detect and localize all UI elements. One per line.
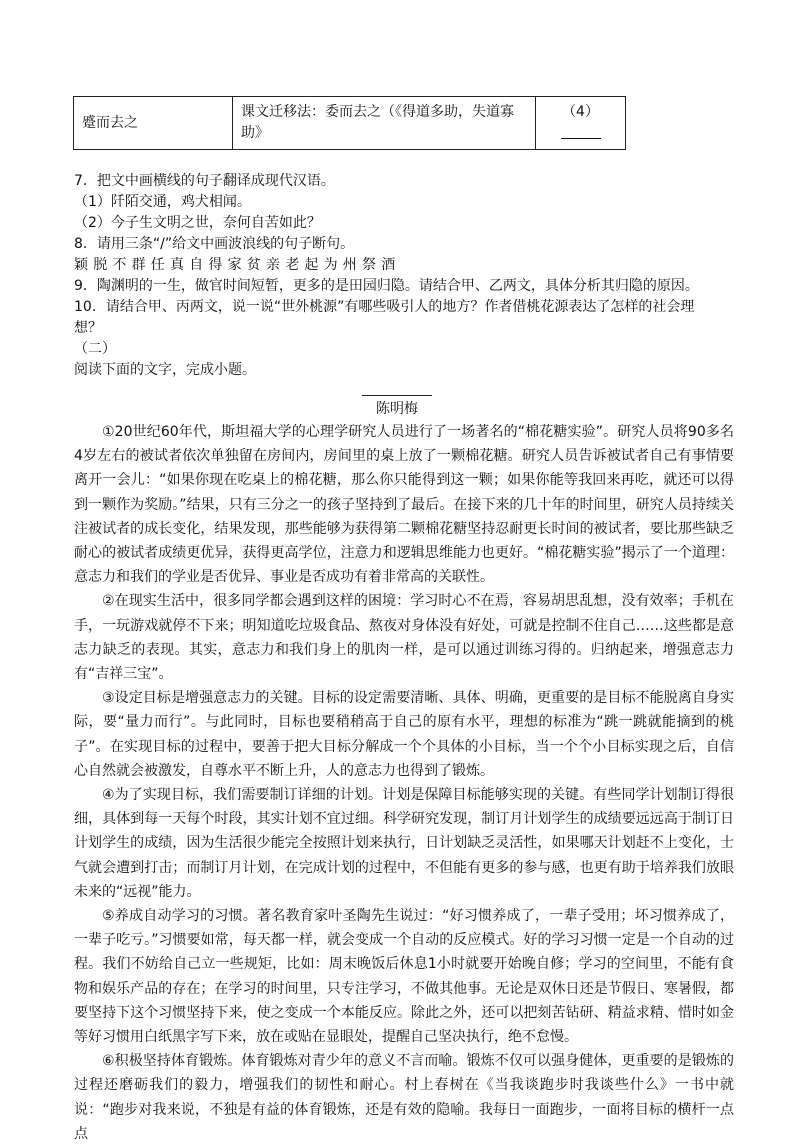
question-8: 8．请用三条“/”给文中画波浪线的句子断句。 [74,236,355,252]
question-10-continued: 想？ [74,320,102,336]
paragraph-6: ⑥积极坚持体育锻炼。体育锻炼对青少年的意义不言而喻。锻炼不仅可以强身健体，更重要的是锻炼的过程还磨砺我们的毅力，增强我们的韧性和耐心。村上春树在《当我谈跑步时我谈些什么》一书中就说：“跑步对我来说，不独是有益的体育锻炼，还是有效的隐喻。我每日一面跑步，一面将目标的横杆一点点 [74,1053,734,1142]
paragraph-1: ①20世纪60年代，斯坦福大学的心理学研究人员进行了一场著名的“棉花糖实验”。研究人员将90多名4岁左右的被试者依次单独留在房间内，房间里的桌上放了一颗棉花糖。研究人员告诉被试者自己有事情要离开一会儿：“如果你现在吃桌上的棉花糖，那么你只能得到这一颗；如果你能等我回来再吃，就还可以得到一颗作为奖励。”结果，只有三分之一的孩子坚持到了最后。在接下来的几十年的时间里，研究人员持续关注被试者的成长变化，结果发现，那些能够为获得第二颗棉花糖坚持忍耐更长时间的被试者，要比那些缺乏耐心的被试者成绩更优异，获得更高学位，注意力和逻辑思维能力也更好。“棉花糖实验”揭示了一个道理：意志力和我们的学业是否优异、事业是否成功有着非常高的关联性。 [74,424,734,586]
question-8-sentence: 颖脱不群任真自得家贫亲老起为州祭酒 [74,257,401,273]
table-row [74,97,626,150]
question-7-item-1: （1）阡陌交通，鸡犬相闻。 [74,194,251,210]
article-body [74,420,734,1146]
table-cell-method: 课文迁移法：委而去之（《得道多助，失道寡助》 [233,97,536,150]
answer-number: （4） [562,104,599,120]
article-title-blank [362,395,432,396]
paragraph-3: ③设定目标是增强意志力的关键。目标的设定需要清晰、具体、明确，更重要的是目标不能脱离自身实际，要“量力而行”。与此同时，目标也要稍稍高于自己的原有水平，理想的标准为“跳一跳就能摘到的桃子”。在实现目标的过程中，要善于把大目标分解成一个个具体的小目标，当一个个小目标实现之后，自信心自然就会被激发，自尊水平不断上升，人的意志力也得到了锻炼。 [74,690,734,779]
question-7-item-2: （2）今子生文明之世，奈何自苦如此？ [74,215,321,231]
answer-blank[interactable] [561,124,601,139]
question-10: 10．请结合甲、丙两文，说一说“世外桃源”有哪些吸引人的地方？作者借桃花源表达了怎样的社会理 [74,299,695,315]
paragraph-4: ④为了实现目标，我们需要制订详细的计划。计划是保障目标能够实现的关键。有些同学计划制订得很细，具体到每一天每个时段，其实计划不宜过细。科学研究发现，制订月计划学生的成绩要远远高于制订日计划学生的成绩，因为生活很少能完全按照计划来执行，日计划缺乏灵活性，如果哪天计划赶不上变化，士气就会遭到打击；而制订月计划，在完成计划的过程中，不但能有更多的参与感，也更有助于培养我们放眼未来的“远视”能力。 [74,787,734,900]
article-author: 陈明梅 [376,401,418,417]
reading-instruction: 阅读下面的文字，完成小题。 [74,362,256,378]
paragraph-2: ②在现实生活中，很多同学都会遇到这样的困境：学习时心不在焉，容易胡思乱想，没有效率；手机在手，一玩游戏就停不下来；明知道吃垃圾食品、熬夜对身体没有好处，可就是控制不住自己……这些都是意志力缺乏的表现。其实，意志力和我们身上的肌肉一样，是可以通过训练习得的。归纳起来，增强意志力有“吉祥三宝”。 [74,593,734,683]
table-cell-answer [536,97,626,150]
section-heading: （二） [74,341,116,357]
migration-table [73,96,626,150]
paragraph-5: ⑤养成自动学习的习惯。著名教育家叶圣陶先生说过：“好习惯养成了，一辈子受用；坏习惯养成了，一辈子吃亏。”习惯要如常，每天都一样，就会变成一个自动的反应模式。好的学习习惯一定是一个自动的过程。我们不妨给自己立一些规矩，比如：周末晚饭后休息1小时就要开始晚自修；学习的空间里，不能有食物和娱乐产品的存在；在学习的时间里，只专注学习，不做其他事。无论是双休日还是节假日、寒暑假，都要坚持下这个习惯坚持下来，使之变成一个本能反应。除此之外，还可以把刻苦钻研、精益求精、惜时如金等好习惯用白纸黑字写下来，放在或贴在显眼处，提醒自己坚决执行，绝不怠慢。 [74,908,734,1046]
question-7: 7．把文中画横线的句子翻译成现代汉语。 [74,173,335,189]
question-9: 9．陶渊明的一生，做官时间短暂，更多的是田园归隐。请结合甲、乙两文，具体分析其归隐的原因。 [74,278,699,294]
table-cell-original: 蹙而去之 [74,97,233,150]
